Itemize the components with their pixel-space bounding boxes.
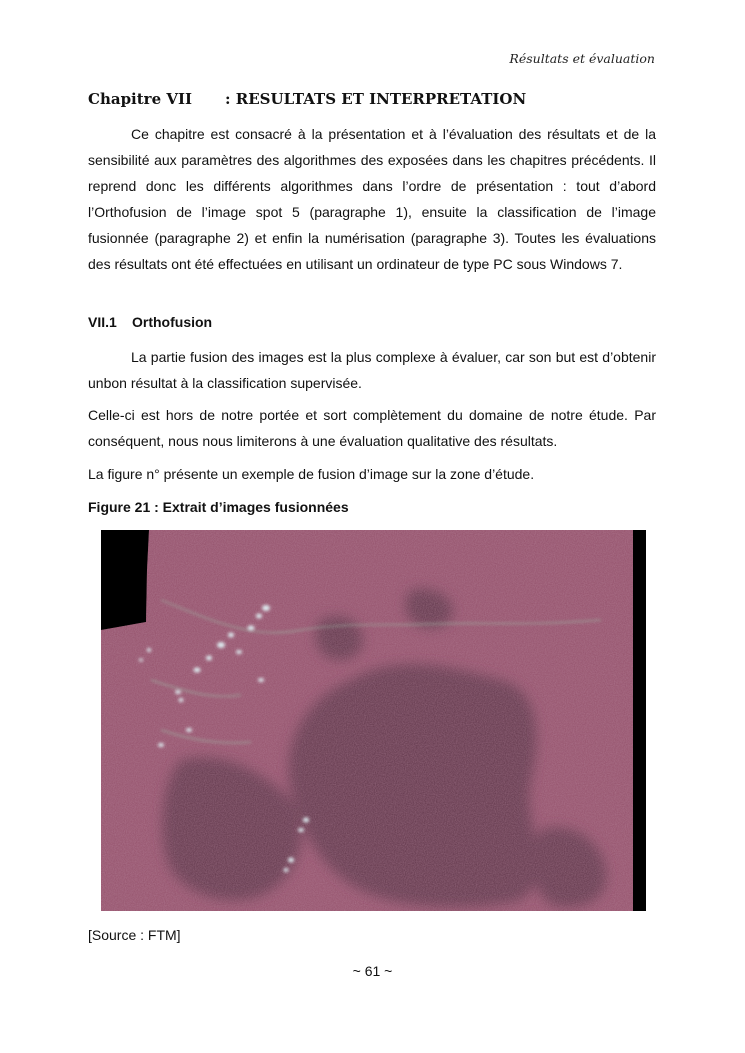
section-title: Orthofusion xyxy=(132,314,213,330)
intro-paragraph: Ce chapitre est consacré à la présentation et à l’évaluation des résultats et de la sensibilité aux paramètres des algorithmes des exposées dans les chapitres précédents. Il reprend donc les différents algorithmes dans l’ordre de présentation : tout d’abord l’Orthofusion de l’image spot 5 (paragraphe 1), ensuite la classification de l’image fusionnée (paragraphe 2) et enfin la numérisation (paragraphe 3). Toutes les évaluations des résultats ont été effectuées en utilisant un ordinateur de type PC sous Windows 7. xyxy=(88,126,656,272)
section-heading xyxy=(88,314,212,330)
satellite-image-figure xyxy=(101,530,646,911)
section-paragraph-1: La partie fusion des images est la plus complexe à évaluer, car son but est d’obtenir unbon résultat à la classification supervisée. xyxy=(88,349,656,391)
section-paragraph-2: Celle-ci est hors de notre portée et sort complètement du domaine de notre étude. Par conséquent, nous nous limiterons à une évaluation qualitative des résultats. xyxy=(88,407,656,449)
page-number: ~ 61 ~ xyxy=(352,963,393,979)
chapter-number: Chapitre VII xyxy=(88,90,193,108)
running-header: Résultats et évaluation xyxy=(509,51,655,66)
chapter-title: : RESULTATS ET INTERPRETATION xyxy=(225,90,527,108)
section-paragraph-3: La figure n° présente un exemple de fusion d’image sur la zone d’étude. xyxy=(88,466,535,482)
chapter-heading xyxy=(88,90,658,108)
fused-satellite-image xyxy=(101,530,646,911)
figure-source: [Source : FTM] xyxy=(88,927,181,943)
figure-caption: Figure 21 : Extrait d’images fusionnées xyxy=(88,499,349,515)
section-number: VII.1 xyxy=(88,314,117,330)
